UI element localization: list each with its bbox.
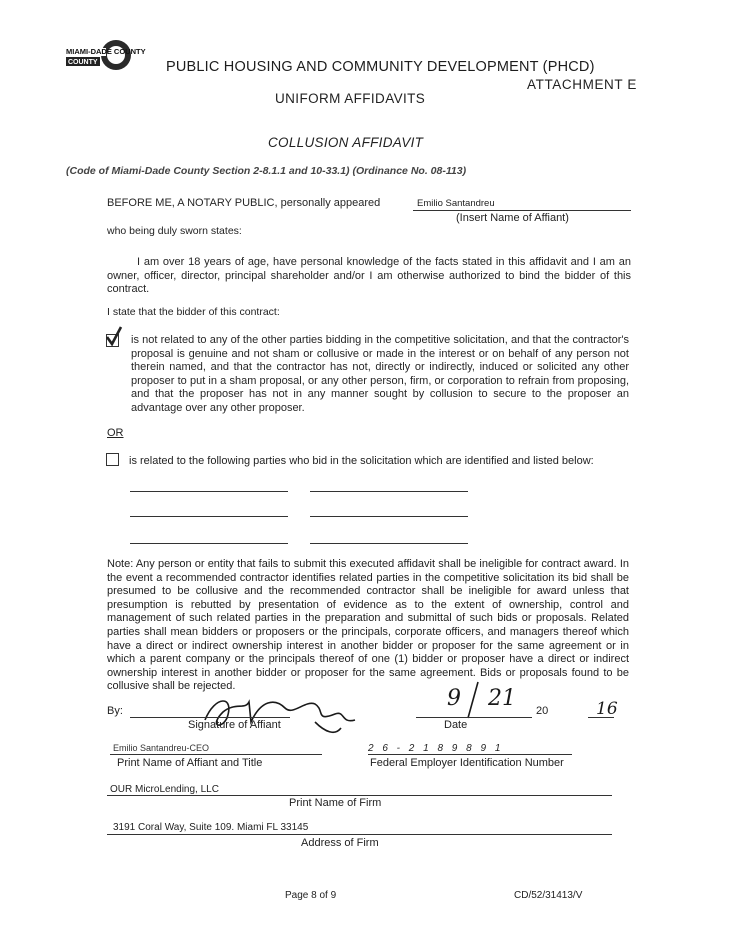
signature-caption: Signature of Affiant xyxy=(188,719,281,731)
related-party-line[interactable] xyxy=(130,491,288,492)
affiant-name: Emilio Santandreu xyxy=(417,198,495,209)
date-month: 9 xyxy=(447,686,461,711)
affiant-name-title: Emilio Santandreu-CEO xyxy=(113,743,210,753)
svg-text:COUNTY: COUNTY xyxy=(68,59,98,66)
related-option-text: is related to the following parties who bid in the solicitation which are identified and listed below: xyxy=(129,455,594,467)
statement-paragraph: I am over 18 years of age, have personal knowledge of the facts stated in this affidavit and I am an owner, officer, director, principal shareholder and/or I am otherwise authorized to bind the bidder of this contract. xyxy=(107,256,631,296)
duly-sworn-text: who being duly sworn states: xyxy=(107,225,242,237)
related-party-line[interactable] xyxy=(130,516,288,517)
firm-line[interactable] xyxy=(107,795,612,796)
code-reference: (Code of Miami-Dade County Section 2-8.1.1 and 10-33.1) (Ordinance No. 08-113) xyxy=(66,165,467,177)
affiant-name-line xyxy=(413,210,631,211)
date-year: 16 xyxy=(596,699,618,719)
date-slash-icon xyxy=(466,680,480,725)
date-line[interactable] xyxy=(416,717,532,718)
checkmark-icon xyxy=(104,325,124,352)
logo-text-top: MIAMI-DADE COUNTY xyxy=(66,47,146,56)
address-caption: Address of Firm xyxy=(301,837,379,849)
not-related-option-text: is not related to any of the other parties bidding in the competitive solicitation, and that the contractor's proposal is genuine and not sham or collusive or made in the interest or on behalf of any person not therein named, and that the contractor has not, directly or indirectly, induced or solicited any other proposer to put in a sham proposal, or any other person, firm, or corporation to refrain from proposing, and that the proposer has not in any manner sought by collusion to secure to the proposer an advantage over any other proposer. xyxy=(131,334,629,414)
fein-line[interactable] xyxy=(368,754,572,755)
related-checkbox[interactable] xyxy=(106,453,119,466)
date-day: 21 xyxy=(488,686,516,711)
agency-title: PUBLIC HOUSING AND COMMUNITY DEVELOPMENT (PHCD) xyxy=(166,59,595,75)
by-label: By: xyxy=(107,705,123,717)
firm-caption: Print Name of Firm xyxy=(289,797,382,809)
related-party-line[interactable] xyxy=(130,543,288,544)
miami-dade-logo xyxy=(66,38,146,72)
fein-value: 2 6 - 2 1 8 9 8 9 1 xyxy=(368,743,504,754)
date-caption: Date xyxy=(444,719,468,731)
insert-name-caption: (Insert Name of Affiant) xyxy=(456,212,569,224)
name-title-line[interactable] xyxy=(110,754,322,755)
page-number: Page 8 of 9 xyxy=(285,890,337,901)
document-reference: CD/52/31413/V xyxy=(514,890,583,901)
related-party-line[interactable] xyxy=(310,543,468,544)
related-party-line[interactable] xyxy=(310,491,468,492)
name-title-caption: Print Name of Affiant and Title xyxy=(117,757,263,769)
firm-name: OUR MicroLending, LLC xyxy=(110,784,219,795)
fein-caption: Federal Employer Identification Number xyxy=(370,757,564,769)
related-party-line[interactable] xyxy=(310,516,468,517)
or-label: OR xyxy=(107,427,124,439)
attachment-label: ATTACHMENT E xyxy=(527,77,637,92)
note-paragraph: Note: Any person or entity that fails to submit this executed affidavit shall be ineligible for contract award. In the event a recommended contractor identifies related parties in the competitive solicitation its bid shall be presumed to be collusive and the recommended contractor shall be ineligible for award unless that presumption is rebutted by presentation of evidence as to the extent of ownership, control and management of such related parties in the preparation and submittal of such bids or proposals. Related parties shall mean bidders or proposers or the principals, corporate officers, and managers thereof which have a direct or indirect ownership interest in another bidder or proposer for the same agreement or in which a parent company or the principals thereof of one (1) bidder or proposer have a direct or indirect ownership interest in another bidder or proposer for the same agreement. Bids or proposals found to be collusive shall be rejected. xyxy=(107,558,629,693)
signature-line[interactable] xyxy=(130,717,290,718)
address-line[interactable] xyxy=(107,834,612,835)
affidavit-title: COLLUSION AFFIDAVIT xyxy=(268,135,424,150)
before-notary-text: BEFORE ME, A NOTARY PUBLIC, personally appeared xyxy=(107,197,381,209)
state-bidder-text: I state that the bidder of this contract: xyxy=(107,306,280,318)
firm-address: 3191 Coral Way, Suite 109. Miami FL 33145 xyxy=(113,822,309,833)
date-century: 20 xyxy=(536,705,549,717)
year-line[interactable] xyxy=(588,717,614,718)
subtitle: UNIFORM AFFIDAVITS xyxy=(275,91,426,106)
